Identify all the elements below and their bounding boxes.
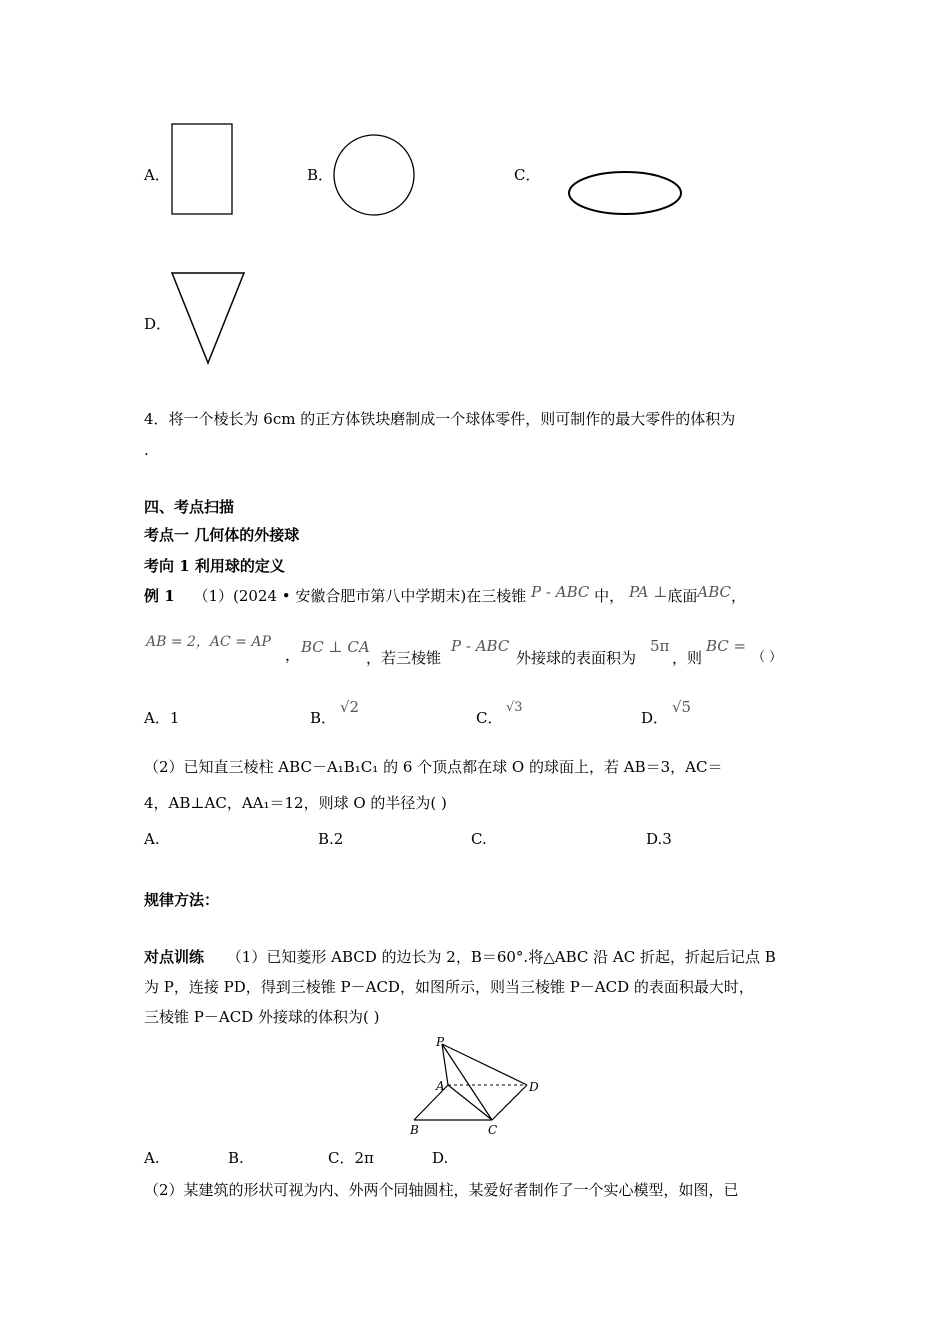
expr-bc-perp-ca: BC ⊥ CA — [301, 638, 370, 656]
method-heading: 规律方法： — [144, 891, 220, 909]
expr-tetrahedron-2: P - ABC — [451, 637, 510, 655]
option-d-value: √5 — [672, 698, 692, 716]
question-4-text: 4．将一个棱长为 6cm 的正方体铁块磨制成一个球体零件，则可制作的最大零件的体积为 — [144, 410, 736, 428]
expr-bc-eq: BC = — [706, 637, 747, 655]
fig-label-b: B — [410, 1123, 419, 1137]
expr-tetrahedron: P - ABC — [531, 583, 590, 601]
section-title: 四、考点扫描 — [144, 498, 235, 516]
option-d-label: D． — [144, 315, 172, 333]
example-1-option-a: A．1 — [144, 709, 180, 727]
tetrahedron-figure — [400, 1030, 550, 1140]
training-option-d: D. — [432, 1149, 449, 1167]
example-label: 例 1 — [144, 587, 175, 605]
training-line-3: 三棱锥 P－ACD 外接球的体积为( ) — [144, 1008, 380, 1026]
text-comma-2: ， — [285, 646, 301, 664]
part-2-option-c: C. — [471, 830, 487, 848]
expr-ab-ac: AB = 2，AC = AP — [146, 634, 271, 650]
fig-label-a: A — [436, 1079, 445, 1093]
example-1-line-1 — [144, 583, 747, 606]
text-if-tetrahedron: ，若三棱锥 — [366, 649, 442, 667]
part-2-option-d: D.3 — [646, 830, 672, 848]
point-heading: 考点一 几何体的外接球 — [144, 526, 300, 544]
text-comma: ， — [731, 587, 747, 605]
ellipse-shape — [565, 169, 685, 219]
option-c-value: √3 — [506, 700, 523, 715]
example-1-part-2-line-1: （2）已知直三棱柱 ABC－A₁B₁C₁ 的 6 个顶点都在球 O 的球面上，若 AB＝3，AC＝ — [144, 758, 723, 776]
training-text-1: （1）已知菱形 ABCD 的边长为 2，B＝60°.将△ABC 沿 AC 折起，折起后记点 B — [226, 948, 776, 966]
example-1-option-c: C． — [476, 709, 503, 727]
training-part-2-line: （2）某建筑的形状可视为内、外两个同轴圆柱，某爱好者制作了一个实心模型，如图，已 — [144, 1181, 739, 1199]
training-line-1 — [144, 947, 776, 967]
circle-shape — [332, 133, 418, 219]
part-2-option-b: B.2 — [318, 830, 344, 848]
option-b-label: B． — [307, 166, 334, 184]
training-option-b: B. — [228, 1149, 244, 1167]
expr-abc: ABC — [697, 583, 732, 601]
training-label: 对点训练 — [144, 948, 205, 966]
expr-pa-perp: PA ⊥ — [628, 583, 668, 601]
text-in: 中， — [594, 587, 625, 605]
fig-label-d: D — [529, 1080, 539, 1094]
training-option-c: C．2π — [328, 1149, 374, 1167]
example-1-source: （1）(2024 • 安徽合肥市第八中学期末)在三棱锥 — [193, 587, 527, 605]
text-then: ，则 — [672, 649, 703, 667]
part-2-option-a: A. — [144, 830, 160, 848]
fig-label-c: C — [488, 1123, 498, 1137]
text-base: 底面 — [667, 587, 698, 605]
inverted-triangle-shape — [170, 270, 248, 368]
question-4-blank: . — [144, 441, 149, 459]
option-b-value: √2 — [340, 698, 360, 716]
training-option-a: A. — [144, 1149, 160, 1167]
example-1-option-d: D． — [641, 709, 669, 727]
direction-heading: 考向 1 利用球的定义 — [144, 557, 285, 575]
example-1-option-b: B． — [310, 709, 337, 727]
text-surface-area: 外接球的表面积为 — [516, 649, 637, 667]
example-1-part-2-line-2: 4，AB⊥AC，AA₁＝12，则球 O 的半径为( ) — [144, 794, 447, 812]
option-c-label: C． — [514, 166, 541, 184]
training-line-2: 为 P，连接 PD，得到三棱锥 P－ACD，如图所示，则当三棱锥 P－ACD 的表面积最大时， — [144, 978, 754, 996]
rectangle-shape — [170, 122, 236, 218]
option-a-label: A． — [144, 166, 170, 184]
answer-paren: （ ） — [752, 650, 783, 665]
fig-label-p: P — [436, 1035, 445, 1049]
expr-5pi: 5π — [650, 637, 670, 655]
